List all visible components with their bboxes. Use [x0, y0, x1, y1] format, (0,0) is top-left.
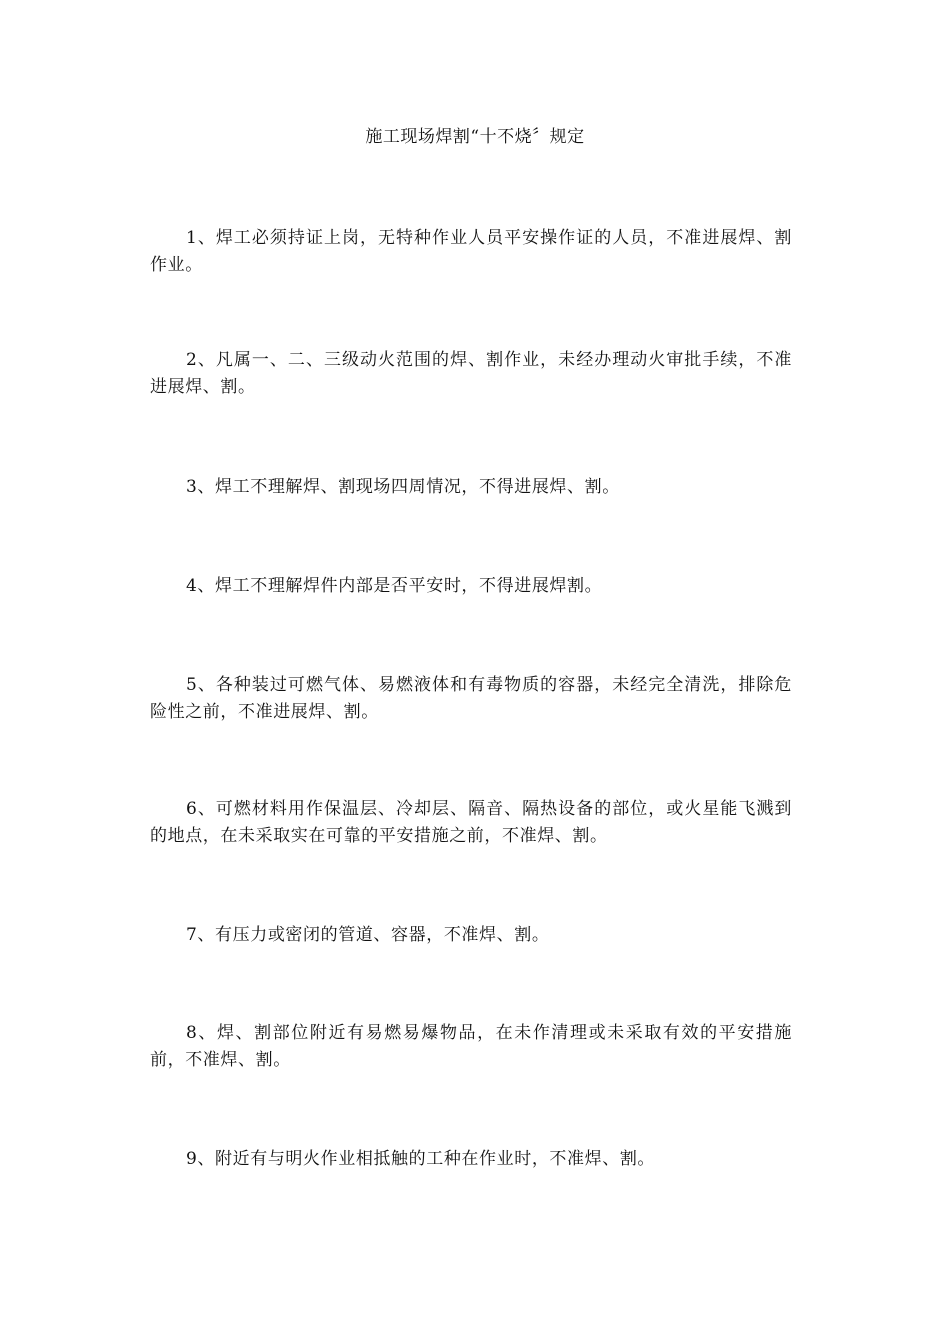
rule-item-1: 1、焊工必须持证上岗，无特种作业人员平安操作证的人员，不准进展焊、割作业。 — [150, 228, 792, 275]
rule-item-8: 8、焊、割部位附近有易燃易爆物品，在未作清理或未采取有效的平安措施前，不准焊、割。 — [150, 1023, 792, 1070]
rule-item-7: 7、有压力或密闭的管道、容器，不准焊、割。 — [186, 925, 550, 945]
rule-item-6: 6、可燃材料用作保温层、冷却层、隔音、隔热设备的部位，或火星能飞溅到的地点，在未采取实在可靠的平安措施之前，不准焊、割。 — [150, 799, 792, 846]
rule-item-5: 5、各种装过可燃气体、易燃液体和有毒物质的容器，未经完全清洗，排除危险性之前，不准进展焊、割。 — [150, 675, 792, 722]
rule-item-9: 9、附近有与明火作业相抵触的工种在作业时，不准焊、割。 — [186, 1149, 656, 1169]
document-title: 施工现场焊割“十不烧〞规定 — [365, 127, 585, 147]
rule-item-3: 3、焊工不理解焊、割现场四周情况，不得进展焊、割。 — [186, 477, 620, 497]
rule-item-4: 4、焊工不理解焊件内部是否平安时，不得进展焊割。 — [186, 576, 603, 596]
rule-item-2: 2、凡属一、二、三级动火范围的焊、割作业，未经办理动火审批手续，不准进展焊、割。 — [150, 350, 792, 397]
